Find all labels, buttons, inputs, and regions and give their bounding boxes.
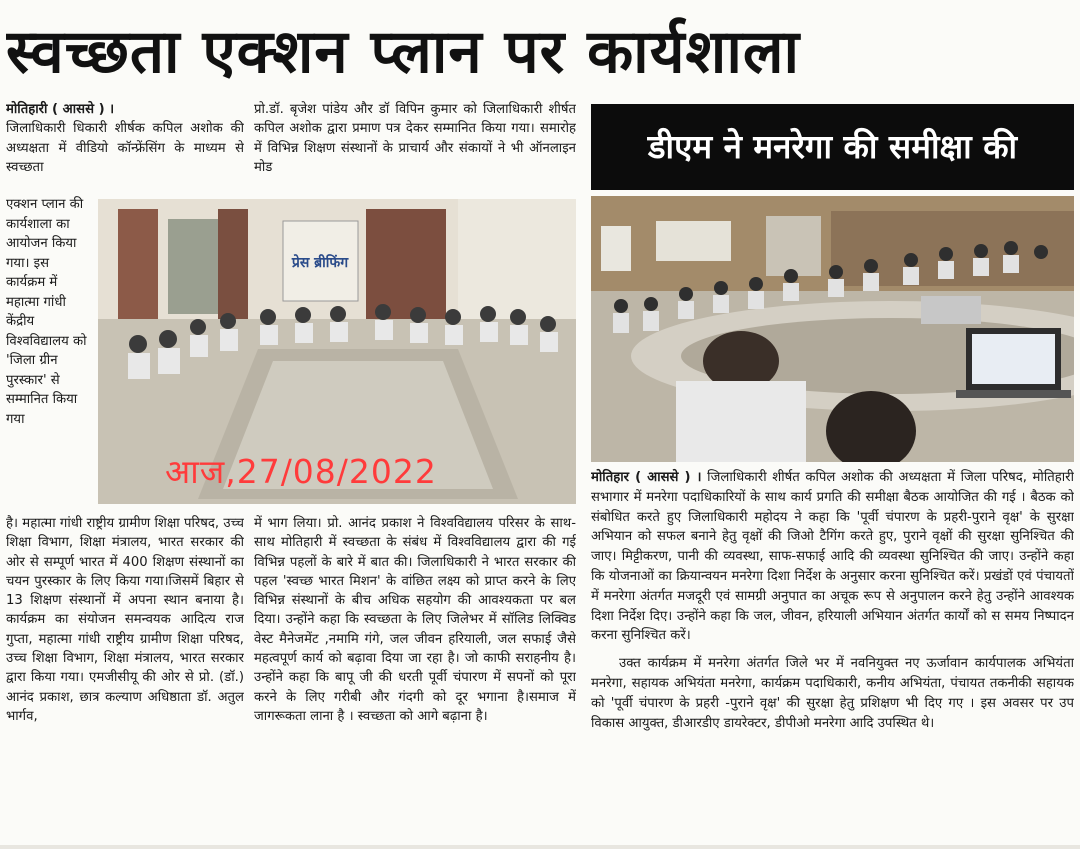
photo-banner-text: प्रेस ब्रीफिंग (291, 255, 349, 271)
article2-title: डीएम ने मनरेगा की समीक्षा की (647, 127, 1018, 166)
article2-para2: उक्त कार्यक्रम में मनरेगा अंतर्गत जिले भर में नवनियुक्त नए ऊर्जावान कार्यपालक अभियंता मनरेगा, सहायक अभियंता मनरेगा, कार्यक्रम पदाधिकारी, कनीय अभियंता, पंचायत तकनीकी सहायक को 'पूर्वी चंपारण के प्रहरी -पुराने वृक्ष' की सुरक्षा हेतु प्रशिक्षण भी दिए गए । इस अवसर पर उप विकास आयुक्त, डीआरडीए डायरेक्टर, डीपीओ मनरेगा आदि उपस्थित थे। (591, 656, 1074, 731)
article1-col1-top-text: जिलाधिकारी धिकारी शीर्षक कपिल अशोक की अध्यक्षता में वीडियो कॉन्फ्रेंसिंग के माध्यम से स्वच्छता (6, 121, 244, 175)
article1-col2-top: प्रो.डॉ. बृजेश पांडेय और डॉ विपिन कुमार को जिलाधिकारी शीर्षत कपिल अशोक द्वारा प्रमाण पत्र देकर सम्मानित किया गया। समारोह में विभिन्न शिक्षण संस्थानों के प्राचार्य और संकायों ने भी ऑनलाइन मोड (254, 102, 576, 175)
review-meeting-photo-illustration (591, 196, 1074, 462)
article1-col1-bottom: है। महात्मा गांधी राष्ट्रीय ग्रामीण शिक्षा परिषद, उच्च शिक्षा विभाग, शिक्षा मंत्रालय, भारत सरकार की ओर से सम्पूर्ण भारत में 400 शिक्षण संस्थानों का चयन पुरस्कार के लिए किया गया।जिसमें बिहार से 13 शिक्षण संस्थानों में अपना स्थान बनाया है। कार्यक्रम का संयोजन समन्वयक आदित्य राज गुप्ता, महात्मा गांधी राष्ट्रीय ग्रामीण शिक्षा परिषद, उच्च शिक्षा विभाग, शिक्षा मंत्रालय, भारत सरकार द्वारा किया गया। एमजीसीयू की ओर से प्रो. (डॉ.) आनंद प्रकाश, छात्र कल्याण अधिष्ठाता डॉ. अतुल भार्गव, (6, 516, 244, 724)
review-meeting-photo (591, 196, 1074, 462)
article2-title-box (591, 104, 1074, 190)
article1-dateline: मोतिहारी ( आससे ) । (6, 102, 115, 117)
article2-dateline: मोतिहार ( आससे ) । (591, 470, 702, 485)
article1-col1-narrow: एक्शन प्लान की कार्यशाला का आयोजन किया गया। इस कार्यक्रम में महात्मा गांधी केंद्रीय विश्वविद्यालय को 'जिला ग्रीन पुरस्कार' से सम्मानित किया गया (6, 197, 87, 427)
article1-col1-top (6, 100, 244, 192)
date-watermark: आज,27/08/2022 (165, 452, 437, 491)
article2-para1: जिलाधिकारी शीर्षत कपिल अशोक की अध्यक्षता में जिला परिषद, मोतिहारी सभागार में मनरेगा पदाधिकारियों के साथ कार्य प्रगति की समीक्षा बैठक आयोजित की गई । बैठक को संबोधित करते हुए जिलाधिकारी महोदय ने कहा कि 'पूर्वी चंपारण के प्रहरी-पुराने वृक्ष' के सुरक्षा अभियान को सफल बनाने हेतु वृक्षों की जिओ टैगिंग करते हुए, पुराने वृक्षों की सुरक्षा सुनिश्चित की जाए। मिट्टीकरण, पानी की व्यवस्था, साफ-सफाई आदि की व्यवस्था सुनिश्चित की जाए। उन्होंने कहा कि योजनाओं का क्रियान्वयन मनरेगा दिशा निर्देश के अनुसार करना सुनिश्चित करें। प्रखंडों एवं पंचायतों में मनरेगा अंतर्गत मजदूरी एवं सामग्री अनुपात का अचूक रूप से अनुपालन करने हेतु उन्होंने आवश्यक दिशा निर्देश दिए। उन्होंने कहा कि जल, जीवन, हरियाली अभियान अंतर्गत कार्यों को स समय निष्पादन करना सुनिश्चित करें। (591, 470, 1074, 644)
article1-col2-bottom: में भाग लिया। प्रो. आनंद प्रकाश ने विश्वविद्यालय परिसर के साथ-साथ मोतिहारी में स्वच्छता के संबंध में विश्वविद्यालय द्वारा की गई विभिन्न पहलों के बारे में बात की। जिलाधिकारी ने भारत सरकार की पहल 'स्वच्छ भारत मिशन' के वांछित लक्ष्य को प्राप्त करने के लिए विभिन्न संस्थानों के बीच अधिक सहयोग की आवश्यकता पर बल दिया। उन्होंने कहा कि स्वच्छता के लिए जिलेभर में सॉलिड लिक्विड वेस्ट मैनेजमेंट ,नमामि गंगे, जल जीवन हरियाली, जल सफाई जैसे महत्वपूर्ण कार्य को बढ़ावा दिया जा रहा है। जो काफी सराहनीय है। उन्होंने कहा कि बापू जी की धरती पूर्वी चंपारण में सपनों को पूरा करने के लिए गरीबी और गंदगी को दूर भगाना है।समाज में जागरूकता लाना है । स्वच्छता को आगे बढ़ाना है। (254, 516, 576, 724)
bottom-rule (0, 845, 1080, 849)
article2-body (591, 468, 1074, 840)
headline: स्वच्छता एक्शन प्लान पर कार्यशाला (6, 17, 801, 87)
